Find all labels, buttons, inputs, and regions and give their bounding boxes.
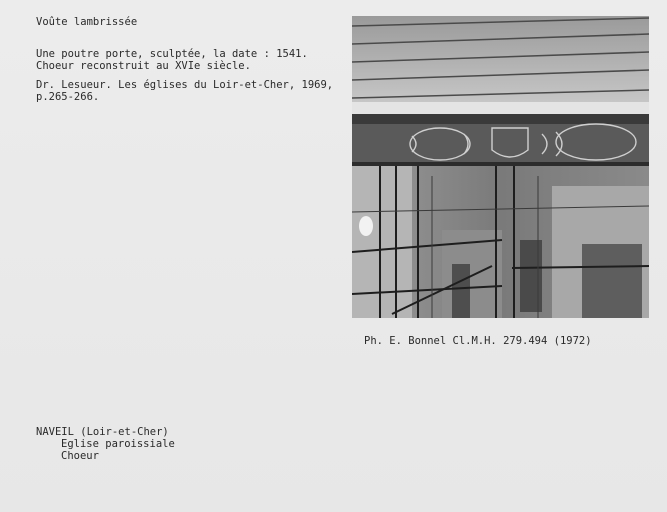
- reference-line-2: p.265-266.: [36, 91, 100, 103]
- card-title: Voûte lambrissée: [36, 16, 138, 28]
- photo-illustration: [352, 16, 649, 318]
- church-choir-photo: [352, 16, 649, 318]
- building-name: Eglise paroissiale: [61, 438, 175, 450]
- reference-line-1: Dr. Lesueur. Les églises du Loir-et-Cher, 1969,: [36, 79, 334, 91]
- description-line-2: Choeur reconstruit au XVIe siècle.: [36, 60, 251, 72]
- building-part: Choeur: [61, 450, 99, 462]
- photo-credit: Ph. E. Bonnel Cl.M.H. 279.494 (1972): [364, 335, 592, 347]
- location-name: NAVEIL (Loir-et-Cher): [36, 426, 169, 438]
- description-line-1: Une poutre porte, sculptée, la date : 1541.: [36, 48, 308, 60]
